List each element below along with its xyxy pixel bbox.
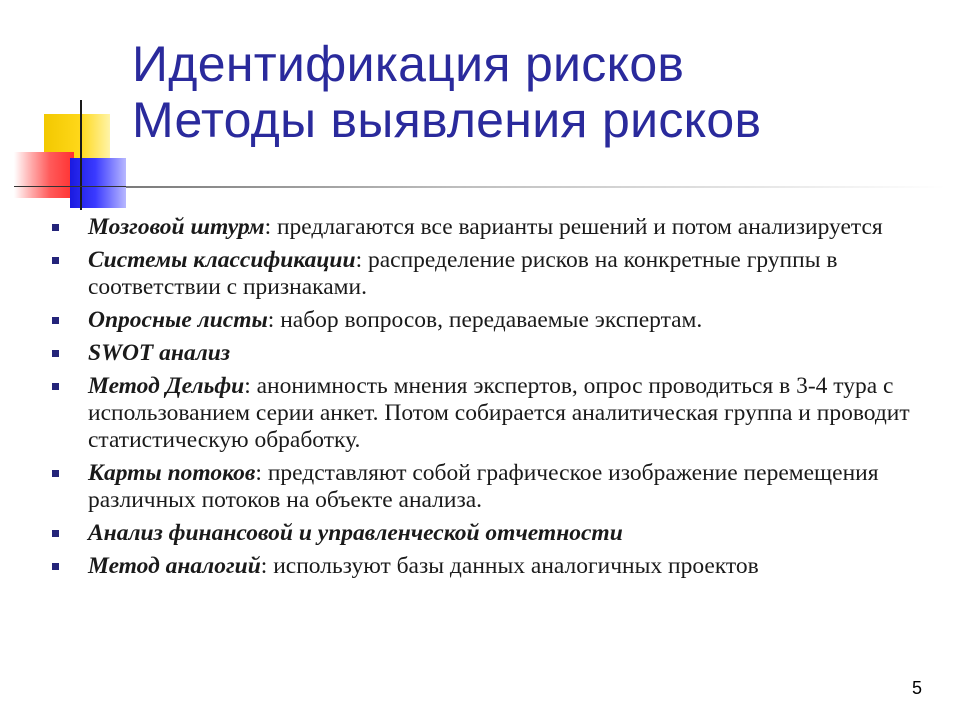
list-item <box>52 373 932 454</box>
methods-list <box>52 214 932 586</box>
square-bullet-icon <box>52 563 59 570</box>
list-item <box>52 307 932 334</box>
square-bullet-icon <box>52 470 59 477</box>
title-underline <box>126 186 946 188</box>
item-separator: : <box>260 553 274 579</box>
horizontal-rule-dark <box>14 186 126 187</box>
item-term: Анализ финансовой и управленческой отчетности <box>88 520 623 546</box>
item-separator: : <box>267 307 281 333</box>
square-bullet-icon <box>52 530 59 537</box>
square-bullet-icon <box>52 224 59 231</box>
item-description: представляют собой графическое изображение перемещения различных потоков на объекте анализа. <box>88 460 879 513</box>
item-separator: : <box>255 460 268 486</box>
item-separator: : <box>355 247 368 273</box>
slide-title <box>132 36 932 148</box>
page-number: 5 <box>912 678 923 698</box>
corner-decoration <box>0 0 140 230</box>
red-square <box>14 152 74 198</box>
item-separator: : <box>244 373 257 399</box>
item-description: анонимность мнения экспертов, опрос проводиться в 3-4 тура с использованием серии анкет. Потом собирается аналитическая группа и проводит статистическую обработку. <box>88 373 910 453</box>
list-item <box>52 247 932 301</box>
blue-square <box>70 158 126 208</box>
square-bullet-icon <box>52 383 59 390</box>
list-item <box>52 553 932 580</box>
square-bullet-icon <box>52 257 59 264</box>
list-item <box>52 214 932 241</box>
item-term: Опросные листы <box>88 307 268 333</box>
item-term: SWOT анализ <box>88 340 231 366</box>
square-bullet-icon <box>52 317 59 324</box>
list-item <box>52 340 932 367</box>
vertical-rule <box>80 100 82 210</box>
item-term: Карты потоков <box>88 460 256 486</box>
item-description: набор вопросов, передаваемые экспертам. <box>280 307 703 333</box>
square-bullet-icon <box>52 350 59 357</box>
title-line-2: Методы выявления рисков <box>132 92 762 148</box>
item-term: Системы классификации <box>88 247 356 273</box>
list-item <box>52 520 932 547</box>
item-term: Мозговой штурм <box>88 214 265 240</box>
item-description: используют базы данных аналогичных проектов <box>273 553 759 579</box>
list-item <box>52 460 932 514</box>
item-description: предлагаются все варианты решений и потом анализируется <box>276 214 883 240</box>
item-term: Метод Дельфи <box>88 373 245 399</box>
item-separator: : <box>264 214 277 240</box>
title-line-1: Идентификация рисков <box>132 36 685 92</box>
item-term: Метод аналогий <box>88 553 261 579</box>
item-description: распределение рисков на конкретные группы в соответствии с признаками. <box>88 247 838 300</box>
